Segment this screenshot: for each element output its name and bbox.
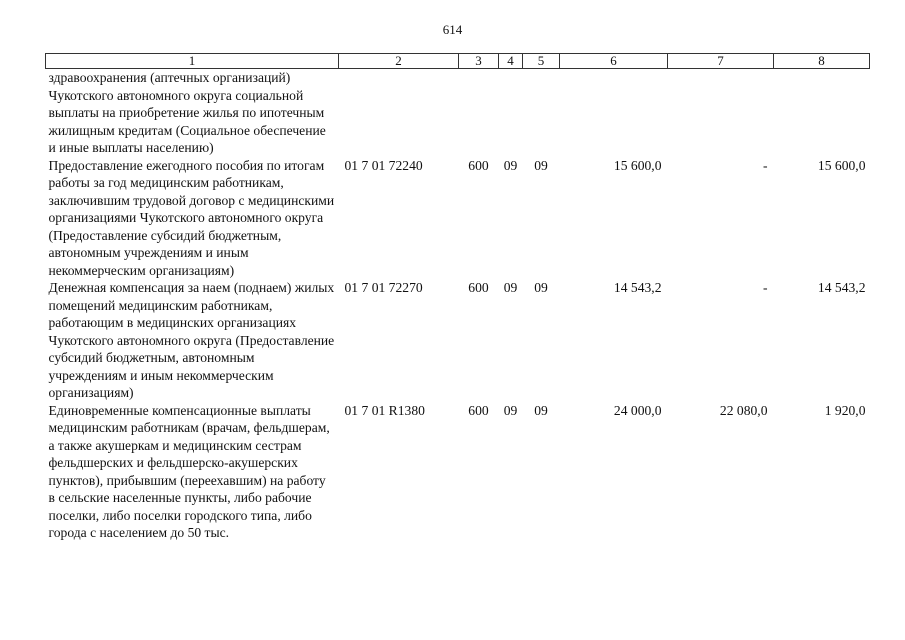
row-description: Денежная компенсация за наем (поднаем) жилых помещений медицинским работникам, работающим в медицинских организациях Чукотского автономного округа (Предоставление субсидий бюджетным, автономным учреждениям и иным некоммерческим организациям) — [48, 280, 335, 400]
table-row — [46, 402, 870, 542]
row-c6 — [560, 69, 668, 157]
row-c5 — [523, 69, 560, 157]
table-row — [46, 69, 870, 157]
row-description: Единовременные компенсационные выплаты медицинским работникам (врачам, фельдшерам, а также акушеркам и медицинским сестрам фельдшерских и фельдшерско-акушерских пунктов), прибывшим (переехавшим) на работу в сельские населенные пункты, либо рабочие поселки, либо поселки городского типа, либо города с населением до 50 тыс. — [48, 402, 330, 540]
row-c7: 22 080,0 — [719, 402, 768, 418]
header-col-2: 2 — [339, 54, 459, 69]
row-c7 — [668, 69, 774, 157]
header-col-6: 6 — [560, 54, 668, 69]
header-col-3: 3 — [459, 54, 499, 69]
header-col-5: 5 — [523, 54, 560, 69]
row-c3: 600 — [468, 280, 489, 295]
row-code — [339, 69, 459, 157]
table-row — [46, 279, 870, 402]
header-col-1: 1 — [46, 54, 339, 69]
row-code: 01 7 01 72270 — [344, 280, 423, 295]
row-c4: 09 — [503, 402, 518, 418]
row-c6: 14 543,2 — [613, 280, 662, 295]
row-code: 01 7 01 R1380 — [344, 402, 425, 418]
row-c4: 09 — [503, 280, 518, 295]
budget-table — [45, 53, 870, 542]
row-c5: 09 — [534, 280, 548, 295]
row-description: здравоохранения (аптечных организаций) Чукотского автономного округа социальной выплаты на приобретение жилья по ипотечным жилищным кредитам (Социальное обеспечение и иные выплаты населению) — [48, 70, 326, 155]
row-c3: 600 — [468, 402, 489, 418]
row-c6: 15 600,0 — [613, 157, 662, 173]
row-description: Предоставление ежегодного пособия по итогам работы за год медицинским работникам, заключившим трудовой договор с медицинскими организациями Чукотского автономного округа (Предоставление субсидий бюджетным, автономным учреждениям и иным некоммерческим организациям) — [48, 157, 335, 278]
row-c4: 09 — [503, 157, 518, 173]
table-header — [46, 54, 870, 69]
row-c8: 1 920,0 — [824, 402, 866, 418]
table-row — [46, 157, 870, 280]
row-c8: 14 543,2 — [817, 280, 866, 295]
row-c7: - — [762, 157, 768, 173]
row-c8: 15 600,0 — [817, 157, 866, 173]
row-c7: - — [762, 280, 768, 295]
page-number: 614 — [442, 22, 463, 37]
row-c4 — [499, 69, 523, 157]
header-col-7: 7 — [668, 54, 774, 69]
row-c3 — [459, 69, 499, 157]
row-c3: 600 — [468, 157, 489, 173]
row-c6: 24 000,0 — [613, 402, 662, 418]
row-code: 01 7 01 72240 — [344, 157, 423, 173]
row-c5: 09 — [534, 402, 548, 418]
header-col-4: 4 — [499, 54, 523, 69]
row-c8 — [774, 69, 870, 157]
row-c5: 09 — [534, 157, 548, 173]
header-col-8: 8 — [774, 54, 870, 69]
